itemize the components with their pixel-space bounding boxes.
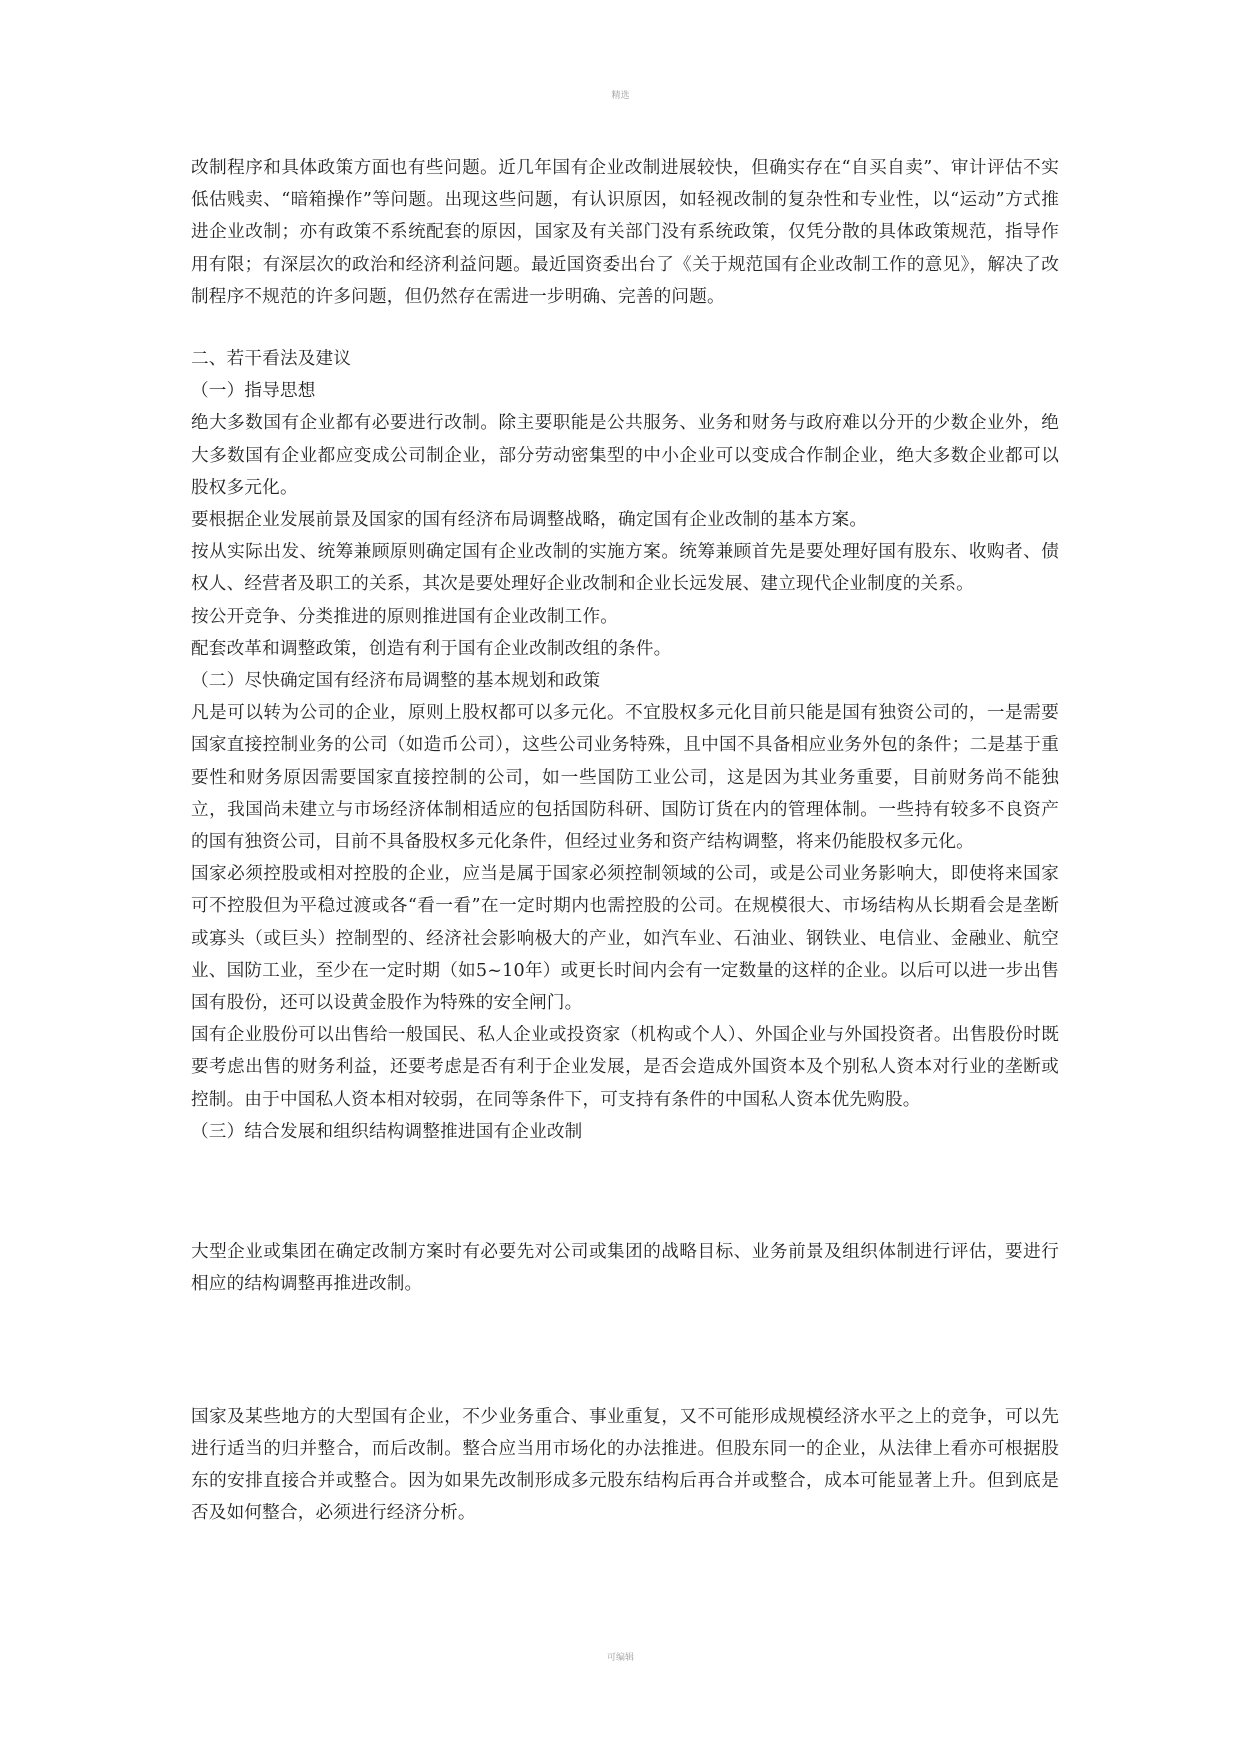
- paragraph: 按从实际出发、统筹兼顾原则确定国有企业改制的实施方案。统筹兼顾首先是要处理好国有股东、收购者、债权人、经营者及职工的关系，其次是要处理好企业改制和企业长远发展、建立现代企业制度的关系。: [191, 542, 1059, 595]
- page-header: 精选: [611, 91, 630, 101]
- paragraph: 绝大多数国有企业都有必要进行改制。除主要职能是公共服务、业务和财务与政府难以分开的少数企业外，绝大多数国有企业都应变成公司制企业，部分劳动密集型的中小企业可以变成合作制企业，绝大多数企业都可以股权多元化。: [191, 413, 1059, 498]
- paragraph: 国有企业股份可以出售给一般国民、私人企业或投资家（机构或个人）、外国企业与外国投资者。出售股份时既要考虑出售的财务利益，还要考虑是否有利于企业发展，是否会造成外国资本及个别私人资本对行业的垄断或控制。由于中国私人资本相对较弱，在同等条件下，可支持有条件的中国私人资本优先购股。: [191, 1025, 1059, 1110]
- subsection-heading-2: （二）尽快确定国有经济布局调整的基本规划和政策: [191, 671, 601, 692]
- paragraph: 按公开竞争、分类推进的原则推进国有企业改制工作。: [191, 606, 619, 627]
- paragraph-intro: 改制程序和具体政策方面也有些问题。近几年国有企业改制进展较快，但确实存在“自买自卖”、审计评估不实低估贱卖、“暗箱操作”等问题。出现这些问题，有认识原因，如轻视改制的复杂性和专业性，以“运动”方式推进企业改制；亦有政策不系统配套的原因，国家及有关部门没有系统政策，仅凭分散的具体政策规范，指导作用有限；有深层次的政治和经济利益问题。最近国资委出台了《关于规范国有企业改制工作的意见》，解决了改制程序不规范的许多问题，但仍然存在需进一步明确、完善的问题。: [191, 158, 1059, 307]
- document-body: [191, 152, 1059, 1529]
- page-footer: 可编辑: [606, 1653, 634, 1663]
- paragraph: 国家及某些地方的大型国有企业，不少业务重合、事业重复，又不可能形成规模经济水平之上的竞争，可以先进行适当的归并整合，而后改制。整合应当用市场化的办法推进。但股东同一的企业，从法律上看亦可根据股东的安排直接合并或整合。因为如果先改制形成多元股东结构后再合并或整合，成本可能显著上升。但到底是否及如何整合，必须进行经济分析。: [191, 1406, 1059, 1524]
- paragraph: 配套改革和调整政策，创造有利于国有企业改制改组的条件。: [191, 638, 672, 659]
- subsection-heading-3: （三）结合发展和组织结构调整推进国有企业改制: [191, 1121, 583, 1142]
- paragraph: 国家必须控股或相对控股的企业，应当是属于国家必须控制领域的公司，或是公司业务影响大，即使将来国家可不控股但为平稳过渡或各“看一看”在一定时期内也需控股的公司。在规模很大、市场结构从长期看会是垄断或寡头（或巨头）控制型的、经济社会影响极大的产业，如汽车业、石油业、钢铁业、电信业、金融业、航空业、国防工业，至少在一定时期（如5~10年）或更长时间内会有一定数量的这样的企业。以后可以进一步出售国有股份，还可以设黄金股作为特殊的安全闸门。: [191, 864, 1059, 1014]
- section-heading-2: 二、若干看法及建议: [191, 349, 352, 370]
- subsection-heading-1: （一）指导思想: [191, 381, 316, 402]
- paragraph: 大型企业或集团在确定改制方案时有必要先对公司或集团的战略目标、业务前景及组织体制进行评估，要进行相应的结构调整再推进改制。: [191, 1242, 1059, 1295]
- paragraph: 凡是可以转为公司的企业，原则上股权都可以多元化。不宜股权多元化目前只能是国有独资公司的，一是需要国家直接控制业务的公司（如造币公司），这些公司业务特殊，且中国不具备相应业务外包的条件；二是基于重要性和财务原因需要国家直接控制的公司，如一些国防工业公司，这是因为其业务重要，目前财务尚不能独立，我国尚未建立与市场经济体制相适应的包括国防科研、国防订货在内的管理体制。一些持有较多不良资产的国有独资公司，目前不具备股权多元化条件，但经过业务和资产结构调整，将来仍能股权多元化。: [191, 703, 1059, 853]
- paragraph: 要根据企业发展前景及国家的国有经济布局调整战略，确定国有企业改制的基本方案。: [191, 510, 868, 531]
